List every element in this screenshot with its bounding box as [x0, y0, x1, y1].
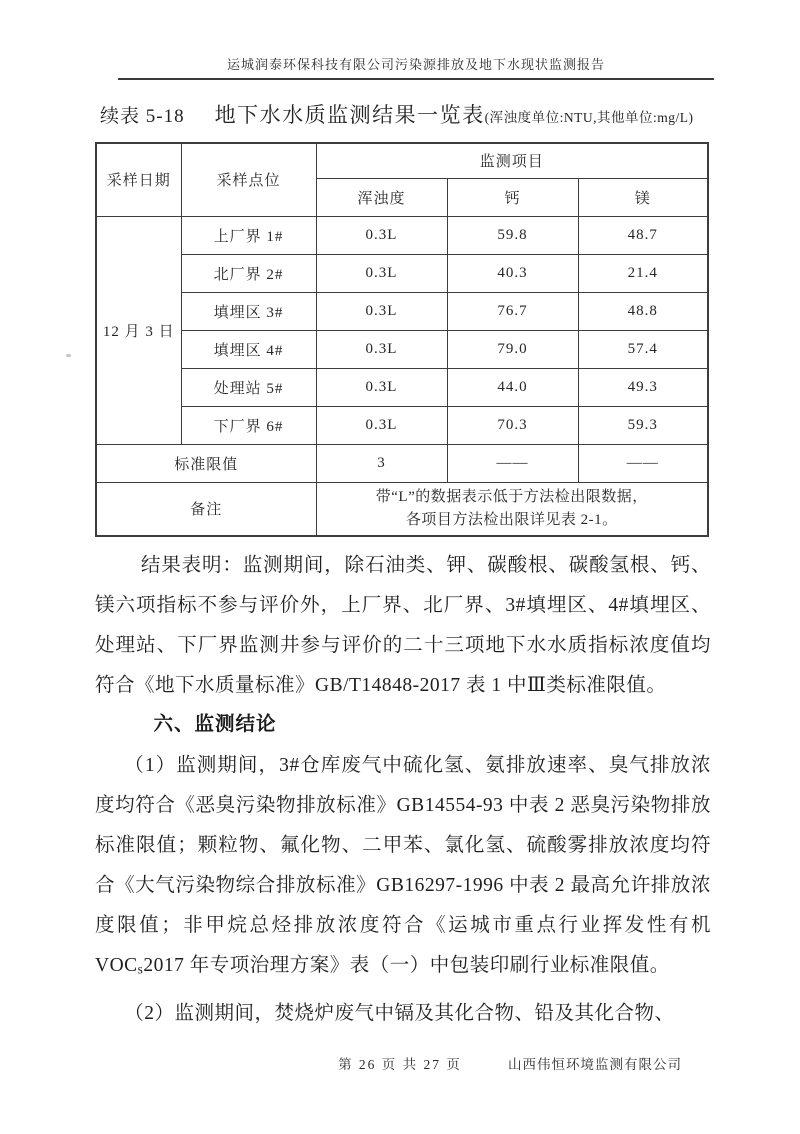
col-header-sample-date: 采样日期	[96, 143, 181, 216]
table-header-row-1	[96, 143, 708, 178]
calcium-cell: 79.0	[447, 330, 578, 368]
limit-magnesium-cell: ——	[578, 444, 708, 482]
col-header-magnesium: 镁	[578, 178, 708, 216]
table-row	[96, 254, 708, 292]
calcium-cell: 44.0	[447, 368, 578, 406]
col-header-turbidity: 浑浊度	[316, 178, 447, 216]
table-caption-unit-note: (浑浊度单位:NTU,其他单位:mg/L)	[484, 110, 694, 125]
scan-artifact	[66, 354, 71, 357]
magnesium-cell: 59.3	[578, 406, 708, 444]
limit-calcium-cell: ——	[447, 444, 578, 482]
limit-turbidity-cell: 3	[316, 444, 447, 482]
turbidity-cell: 0.3L	[316, 406, 447, 444]
conclusion-1-paragraph	[95, 746, 711, 989]
report-title: 运城润泰环保科技有限公司污染源排放及地下水现状监测报告	[226, 57, 605, 72]
point-cell: 处理站 5#	[181, 368, 316, 406]
footer-company-name: 山西伟恒环境监测有限公司	[508, 1057, 682, 1072]
turbidity-cell: 0.3L	[316, 216, 447, 254]
magnesium-cell: 49.3	[578, 368, 708, 406]
col-header-sample-point: 采样点位	[181, 143, 316, 216]
turbidity-cell: 0.3L	[316, 292, 447, 330]
table-caption-title: 地下水水质监测结果一览表	[214, 103, 485, 127]
conclusion-1-text-a: （1）监测期间，3#仓库废气中硫化氢、氨排放速率、臭气排放浓度均符合《恶臭污染物排放标准》GB14554-93 中表 2 恶臭污染物排放标准限值；颗粒物、氟化物、二甲苯、氯化氢、硫酸雾排放浓度均符合《大气污染物综合排放标准》GB16297-1996 中表 2 最高允许排放浓度限值；非甲烷总烃排放浓度符合《运城市重点行业挥发性有机 VOC	[95, 755, 711, 976]
conclusion-2-paragraph: （2）监测期间，焚烧炉废气中镉及其化合物、铅及其化合物、	[124, 1003, 675, 1024]
point-cell: 下厂界 6#	[181, 406, 316, 444]
remark-row	[96, 482, 708, 536]
turbidity-cell: 0.3L	[316, 368, 447, 406]
calcium-cell: 40.3	[447, 254, 578, 292]
remark-content	[316, 482, 708, 536]
point-cell: 北厂界 2#	[181, 254, 316, 292]
page-number: 第 26 页 共 27 页	[338, 1057, 462, 1072]
magnesium-cell: 21.4	[578, 254, 708, 292]
remark-line-2: 各项目方法检出限详见表 2-1。	[405, 511, 618, 528]
calcium-cell: 76.7	[447, 292, 578, 330]
remark-line-1: 带“L”的数据表示低于方法检出限数据，	[375, 488, 648, 505]
standard-limit-label: 标准限值	[96, 444, 316, 482]
table-caption-label: 续表 5-18	[100, 106, 185, 127]
col-header-calcium: 钙	[447, 178, 578, 216]
table-row	[96, 330, 708, 368]
page-footer	[0, 1053, 800, 1073]
table-row	[96, 216, 708, 254]
section-heading-conclusion: 六、监测结论	[153, 714, 277, 735]
turbidity-cell: 0.3L	[316, 330, 447, 368]
table-row	[96, 292, 708, 330]
page-header	[118, 54, 714, 80]
result-summary-paragraph: 结果表明：监测期间，除石油类、钾、碳酸根、碳酸氢根、钙、镁六项指标不参与评价外，上厂界、北厂界、3#填埋区、4#填埋区、处理站、下厂界监测井参与评价的二十三项地下水水质指标浓度值均符合《地下水质量标准》GB/T14848-2017 表 1 中Ⅲ类标准限值。	[95, 555, 711, 696]
magnesium-cell: 57.4	[578, 330, 708, 368]
col-header-monitoring-items: 监测项目	[316, 143, 708, 178]
turbidity-cell: 0.3L	[316, 254, 447, 292]
sample-date-cell: 12 月 3 日	[96, 216, 181, 444]
table-row	[96, 368, 708, 406]
point-cell: 填埋区 4#	[181, 330, 316, 368]
conclusion-1-text-b: 2017 年专项治理方案》表（一）中包装印刷行业标准限值。	[143, 955, 670, 976]
magnesium-cell: 48.8	[578, 292, 708, 330]
calcium-cell: 59.8	[447, 216, 578, 254]
point-cell: 填埋区 3#	[181, 292, 316, 330]
table-row	[96, 406, 708, 444]
remark-label: 备注	[96, 482, 316, 536]
magnesium-cell: 48.7	[578, 216, 708, 254]
calcium-cell: 70.3	[447, 406, 578, 444]
voc-subscript: s	[137, 961, 144, 977]
point-cell: 上厂界 1#	[181, 216, 316, 254]
table-caption	[100, 99, 693, 129]
groundwater-results-table	[95, 142, 709, 537]
standard-limit-row	[96, 444, 708, 482]
